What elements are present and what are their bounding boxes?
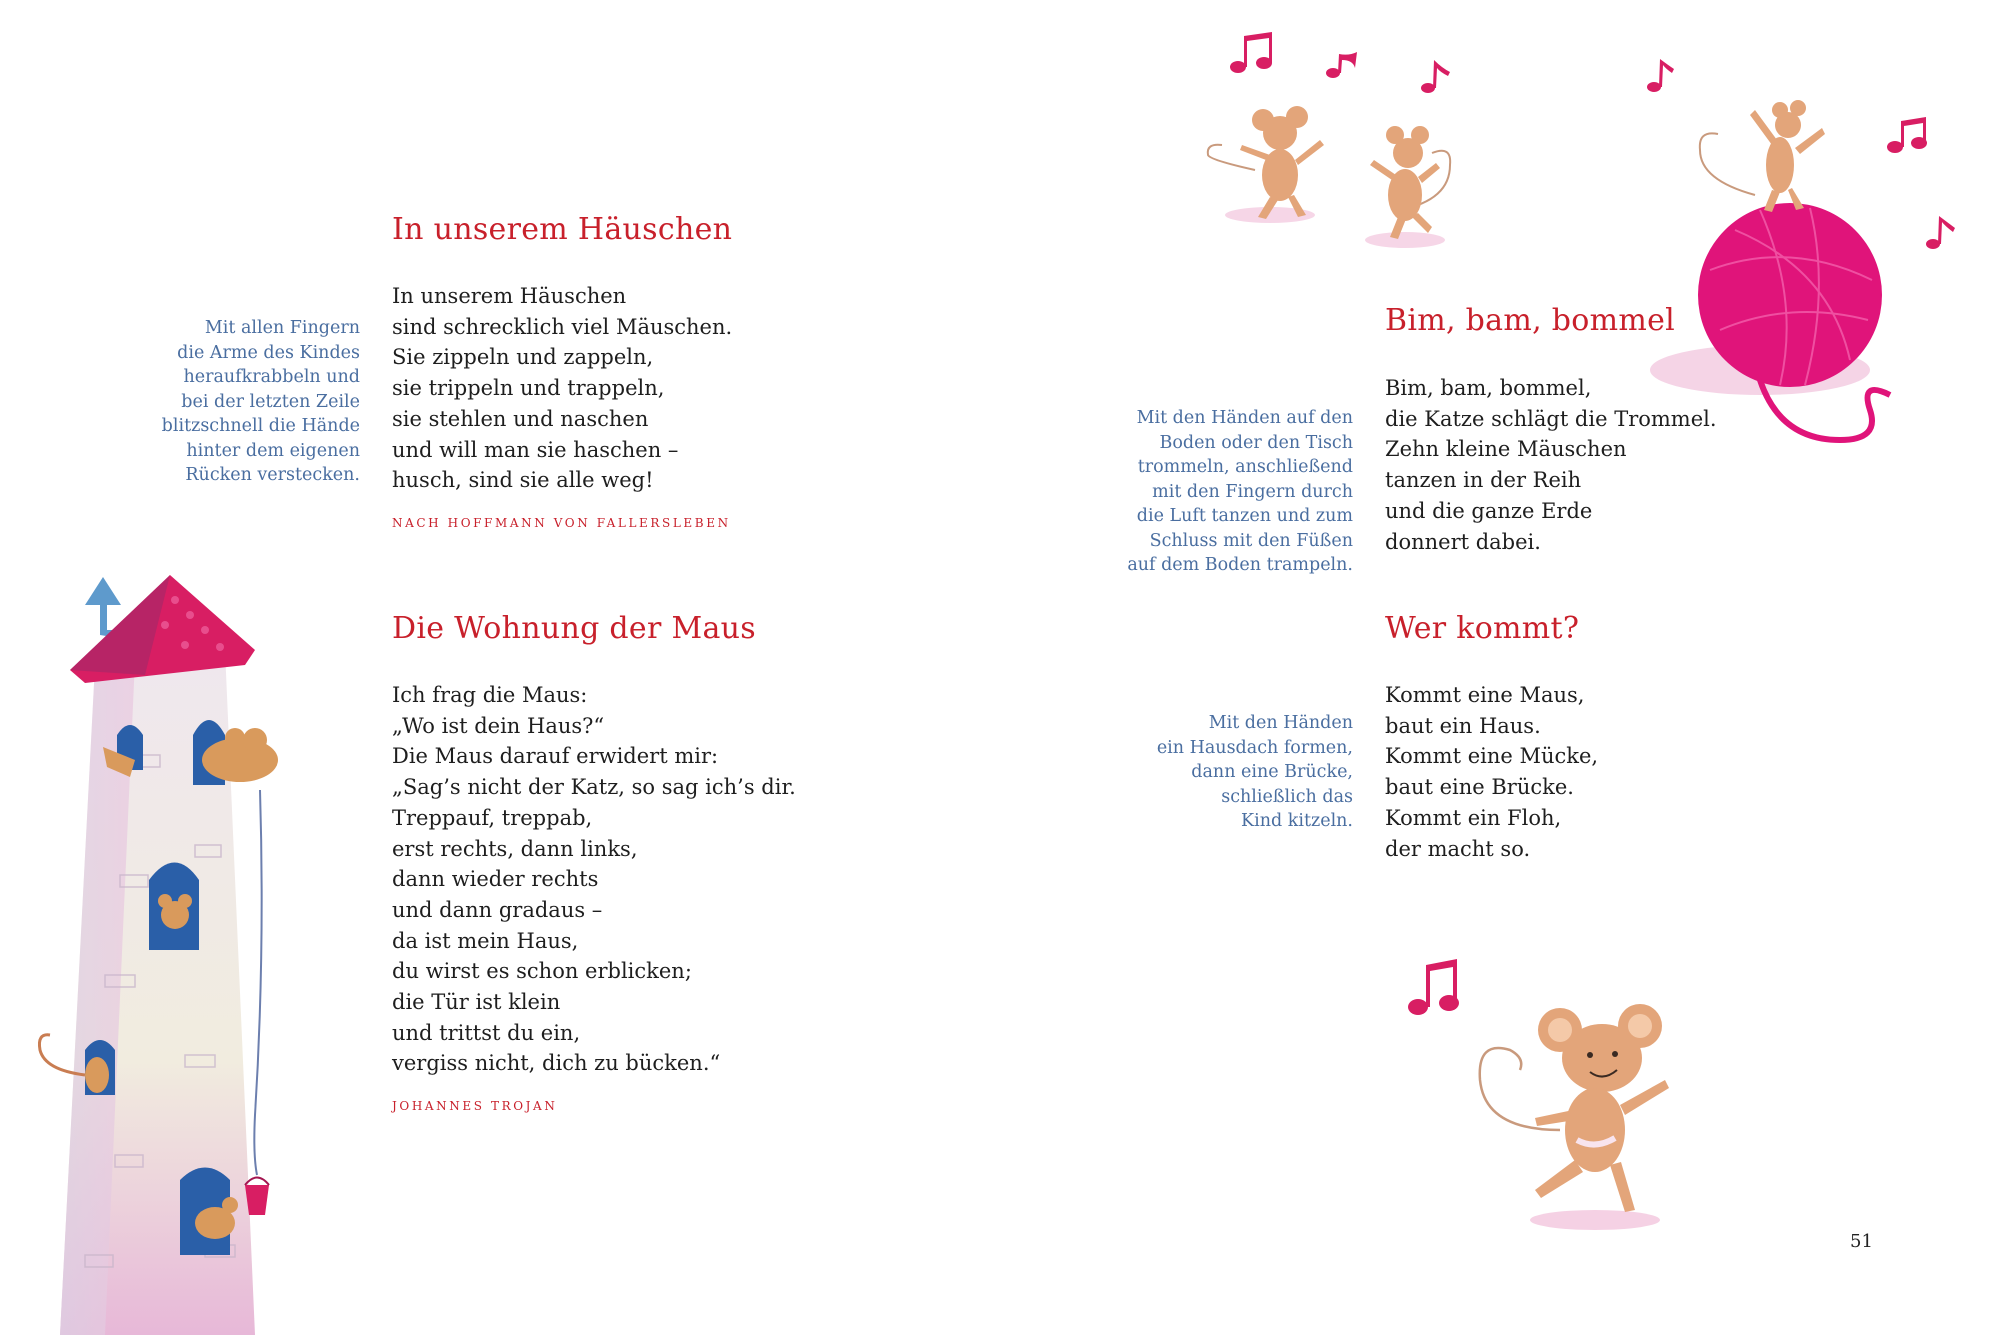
verse-line: dann wieder rechts xyxy=(392,867,599,892)
poem-title: Wer kommt? xyxy=(1385,611,1580,646)
verse-line: Zehn kleine Mäuschen xyxy=(1385,437,1627,462)
verse-line: Kommt eine Mücke, xyxy=(1385,744,1599,769)
verse-line: sind schrecklich viel Mäuschen. xyxy=(392,314,733,339)
instruction-line: Boden oder den Tisch xyxy=(1159,432,1353,453)
verse-line: tanzen in der Reih xyxy=(1385,468,1582,493)
poem-verse xyxy=(1385,373,1717,557)
instruction-line: mit den Fingern durch xyxy=(1152,481,1353,502)
instruction-line: auf dem Boden trampeln. xyxy=(1127,555,1353,575)
verse-line: die Katze schlägt die Trommel. xyxy=(1385,406,1717,431)
poem-verse xyxy=(392,680,796,1079)
verse-line: Bim, bam, bommel, xyxy=(1385,376,1592,400)
poem-verse xyxy=(1385,680,1598,864)
verse-line: Ich frag die Maus: xyxy=(392,683,588,707)
verse-line: du wirst es schon erblicken; xyxy=(392,959,692,984)
verse-line: „Wo ist dein Haus?“ xyxy=(392,713,605,738)
instruction-line: trommeln, anschließend xyxy=(1137,457,1353,477)
instruction-line: die Arme des Kindes xyxy=(177,342,360,363)
instruction-line: dann eine Brücke, xyxy=(1191,762,1353,782)
instruction-line: bei der letzten Zeile xyxy=(181,391,360,412)
poem-author: NACH HOFFMANN VON FALLERSLEBEN xyxy=(392,516,731,530)
verse-line: baut ein Haus. xyxy=(1385,713,1541,738)
poem-title: In unserem Häuschen xyxy=(392,212,733,247)
dancing-mice-illustration xyxy=(1200,105,1500,255)
verse-line: und die ganze Erde xyxy=(1385,498,1593,523)
music-note-icon xyxy=(1325,50,1365,80)
instruction-line: hinter dem eigenen xyxy=(186,440,360,461)
verse-line: Kommt ein Floh, xyxy=(1385,805,1562,830)
verse-line: da ist mein Haus, xyxy=(392,928,579,953)
poem-instructions xyxy=(1157,711,1353,834)
poem-verse xyxy=(392,281,732,496)
instruction-line: Rücken verstecken. xyxy=(185,465,360,485)
verse-line: die Tür ist klein xyxy=(392,990,561,1015)
verse-line: Die Maus darauf erwidert mir: xyxy=(392,744,719,769)
instruction-line: die Luft tanzen und zum xyxy=(1136,506,1353,526)
instruction-line: schließlich das xyxy=(1221,786,1353,807)
poem-instructions xyxy=(1127,406,1353,578)
instruction-line: Kind kitzeln. xyxy=(1241,811,1353,831)
instruction-line: Mit den Händen xyxy=(1208,713,1353,733)
instruction-line: ein Hausdach formen, xyxy=(1156,737,1353,758)
mouse-tower-illustration xyxy=(25,555,365,1335)
instruction-line: blitzschnell die Hände xyxy=(161,416,360,436)
verse-line: donnert dabei. xyxy=(1385,529,1541,554)
verse-line: erst rechts, dann links, xyxy=(392,836,638,861)
instruction-line: Mit allen Fingern xyxy=(204,318,360,338)
verse-line: der macht so. xyxy=(1385,836,1531,861)
verse-line: und dann gradaus – xyxy=(392,897,603,922)
instruction-line: Schluss mit den Füßen xyxy=(1149,530,1353,551)
verse-line: husch, sind sie alle weg! xyxy=(392,468,654,493)
verse-line: und will man sie haschen – xyxy=(392,437,679,462)
music-note-icon xyxy=(1407,955,1463,1021)
instruction-line: Mit den Händen auf den xyxy=(1136,408,1353,428)
verse-line: und trittst du ein, xyxy=(392,1020,581,1045)
verse-line: In unserem Häuschen xyxy=(392,284,627,308)
dancing-mouse-illustration xyxy=(1465,1000,1725,1240)
instruction-line: heraufkrabbeln und xyxy=(183,367,360,387)
verse-line: sie stehlen und naschen xyxy=(392,406,649,431)
verse-line: Treppauf, treppab, xyxy=(392,805,593,830)
verse-line: baut eine Brücke. xyxy=(1385,775,1574,800)
poem-instructions xyxy=(162,316,360,488)
poem-title: Die Wohnung der Maus xyxy=(392,611,756,646)
verse-line: „Sag’s nicht der Katz, so sag ich’s dir. xyxy=(392,775,796,800)
poem-author: JOHANNES TROJAN xyxy=(392,1099,558,1113)
poem-title: Bim, bam, bommel xyxy=(1385,303,1676,338)
verse-line: Sie zippeln und zappeln, xyxy=(392,345,654,370)
music-note-icon xyxy=(1228,30,1278,76)
verse-line: sie trippeln und trappeln, xyxy=(392,376,665,401)
page-number: 51 xyxy=(1850,1231,1873,1252)
verse-line: vergiss nicht, dich zu bücken.“ xyxy=(392,1051,721,1076)
music-note-icon xyxy=(1420,58,1456,96)
verse-line: Kommt eine Maus, xyxy=(1385,683,1585,707)
